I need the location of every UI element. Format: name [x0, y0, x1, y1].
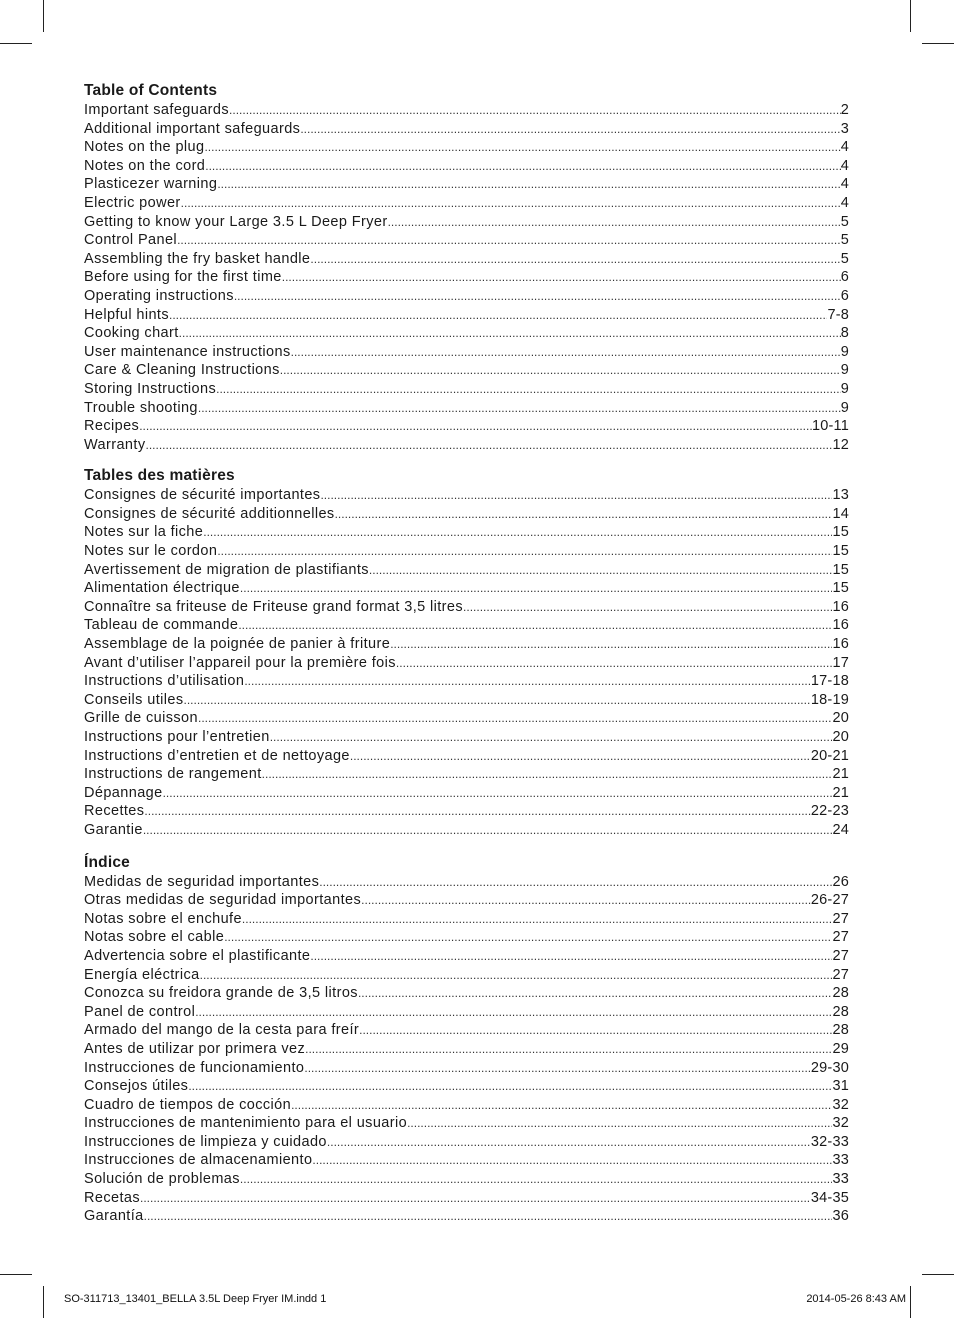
section-title: Tables des matières — [84, 467, 235, 485]
crop-mark-bottom-left-vertical — [43, 1286, 44, 1318]
entry-label: Conseils utiles — [84, 691, 184, 708]
toc-entry — [84, 1096, 849, 1115]
entry-page-number: 33 — [832, 1171, 849, 1188]
entry-page-number: 17 — [832, 654, 849, 671]
entry-page-number: 4 — [840, 176, 849, 193]
toc-entry — [84, 324, 849, 343]
toc-entry — [84, 579, 849, 598]
dot-leader — [203, 523, 832, 542]
toc-entry — [84, 635, 849, 654]
entry-label: Consejos útiles — [84, 1078, 189, 1095]
dot-leader — [144, 1207, 833, 1226]
entry-page-number: 13 — [832, 487, 849, 504]
entry-label: Assemblage de la poignée de panier à friture — [84, 636, 391, 653]
dot-leader — [177, 231, 841, 250]
entry-page-number: 4 — [840, 157, 849, 174]
dot-leader — [335, 505, 833, 524]
dot-leader — [262, 765, 833, 784]
entry-label: Tableau de commande — [84, 617, 239, 634]
entry-page-number: 31 — [832, 1078, 849, 1095]
entry-label: Antes de utilizar por primera vez — [84, 1040, 306, 1057]
entry-page-number: 8 — [840, 325, 849, 342]
dot-leader — [291, 1096, 832, 1115]
dot-leader — [198, 709, 832, 728]
toc-entry — [84, 873, 849, 892]
dot-leader — [350, 747, 811, 766]
entry-label: Grille de cuisson — [84, 710, 198, 727]
dot-leader — [145, 436, 832, 455]
entry-label: Warranty — [84, 436, 146, 453]
toc-entry — [84, 306, 849, 325]
toc-entry — [84, 984, 849, 1003]
entry-label: Medidas de seguridad importantes — [84, 873, 320, 890]
table-of-contents — [84, 81, 849, 1226]
toc-entry — [84, 598, 849, 617]
dot-leader — [282, 268, 841, 287]
toc-entry — [84, 1151, 849, 1170]
entry-label: Alimentation électrique — [84, 580, 240, 597]
entry-label: Notes sur le cordon — [84, 543, 218, 560]
dot-leader — [280, 361, 841, 380]
entry-label: Armado del mango de la cesta para freír — [84, 1022, 360, 1039]
toc-entry — [84, 765, 849, 784]
dot-leader — [407, 1114, 832, 1133]
entry-label: Panel de control — [84, 1003, 196, 1020]
crop-mark-bottom-right-vertical — [910, 1286, 911, 1318]
entry-page-number: 28 — [832, 1022, 849, 1039]
entry-label: Instrucciones de almacenamiento — [84, 1152, 313, 1169]
entry-page-number: 32-33 — [810, 1133, 849, 1150]
toc-entry — [84, 486, 849, 505]
entry-page-number: 32 — [832, 1115, 849, 1132]
entry-page-number: 24 — [832, 821, 849, 838]
entry-page-number: 5 — [840, 250, 849, 267]
entry-page-number: 26-27 — [810, 892, 849, 909]
toc-entry — [84, 1040, 849, 1059]
entry-label: Control Panel — [84, 232, 178, 249]
entry-label: Garantía — [84, 1208, 144, 1225]
entry-label: Trouble shooting — [84, 399, 198, 416]
entry-label: Before using for the first time — [84, 269, 282, 286]
toc-entry — [84, 821, 849, 840]
entry-page-number: 7-8 — [827, 306, 849, 323]
entry-label: Helpful hints — [84, 306, 169, 323]
entry-label: Consignes de sécurité additionnelles — [84, 505, 335, 522]
entry-page-number: 27 — [832, 910, 849, 927]
entry-label: Dépannage — [84, 784, 163, 801]
entry-page-number: 28 — [832, 985, 849, 1002]
entry-page-number: 9 — [840, 362, 849, 379]
dot-leader — [140, 1189, 811, 1208]
toc-entry — [84, 654, 849, 673]
toc-entry — [84, 436, 849, 455]
toc-entry — [84, 561, 849, 580]
entry-page-number: 5 — [840, 213, 849, 230]
entry-label: Notes on the cord — [84, 157, 206, 174]
entry-page-number: 18-19 — [810, 691, 849, 708]
entry-label: Instrucciones de funcionamiento — [84, 1059, 305, 1076]
entry-label: Notes sur la fiche — [84, 524, 204, 541]
entry-label: Operating instructions — [84, 287, 234, 304]
entry-label: Getting to know your Large 3.5 L Deep Fryer — [84, 213, 388, 230]
entry-page-number: 16 — [832, 617, 849, 634]
entry-page-number: 4 — [840, 139, 849, 156]
toc-entry — [84, 194, 849, 213]
crop-mark-top-right-vertical — [910, 0, 911, 32]
dot-leader — [144, 802, 810, 821]
entry-label: Avant d’utiliser l’appareil pour la première fois — [84, 654, 396, 671]
toc-entry — [84, 947, 849, 966]
entry-page-number: 21 — [832, 766, 849, 783]
entry-page-number: 12 — [832, 436, 849, 453]
toc-section — [84, 81, 849, 454]
toc-entry — [84, 1021, 849, 1040]
entry-page-number: 27 — [832, 929, 849, 946]
toc-entry — [84, 1189, 849, 1208]
entry-label: User maintenance instructions — [84, 343, 291, 360]
toc-entry — [84, 802, 849, 821]
dot-leader — [217, 542, 832, 561]
toc-entry — [84, 231, 849, 250]
entry-page-number: 16 — [832, 598, 849, 615]
toc-entry — [84, 672, 849, 691]
dot-leader — [304, 1059, 811, 1078]
dot-leader — [181, 194, 841, 213]
toc-entry — [84, 928, 849, 947]
toc-entry — [84, 1170, 849, 1189]
toc-entry — [84, 287, 849, 306]
entry-label: Avertissement de migration de plastifiants — [84, 561, 369, 578]
toc-entry — [84, 343, 849, 362]
dot-leader — [388, 213, 841, 232]
entry-label: Recipes — [84, 418, 140, 435]
dot-leader — [369, 561, 833, 580]
toc-entry — [84, 361, 849, 380]
toc-entry — [84, 966, 849, 985]
entry-page-number: 9 — [840, 380, 849, 397]
toc-entry — [84, 1133, 849, 1152]
dot-leader — [198, 399, 841, 418]
entry-label: Cuadro de tiempos de cocción — [84, 1096, 292, 1113]
entry-label: Storing Instructions — [84, 380, 217, 397]
toc-entry — [84, 268, 849, 287]
entry-label: Important safeguards — [84, 102, 230, 118]
dot-leader — [359, 1021, 832, 1040]
print-slug-timestamp: 2014-05-26 8:43 AM — [806, 1293, 906, 1305]
entry-page-number: 22-23 — [810, 803, 849, 820]
dot-leader — [305, 1040, 832, 1059]
entry-label: Advertencia sobre el plastificante — [84, 947, 311, 964]
entry-page-number: 36 — [832, 1208, 849, 1225]
entry-page-number: 26 — [832, 873, 849, 890]
crop-mark-top-left-vertical — [43, 0, 44, 32]
dot-leader — [291, 343, 841, 362]
dot-leader — [358, 984, 833, 1003]
entry-label: Connaître sa friteuse de Friteuse grand format 3,5 litres — [84, 598, 464, 615]
toc-entry — [84, 728, 849, 747]
entry-page-number: 2 — [840, 102, 849, 118]
toc-entry — [84, 1003, 849, 1022]
entry-page-number: 21 — [832, 784, 849, 801]
entry-page-number: 9 — [840, 399, 849, 416]
dot-leader — [312, 1151, 832, 1170]
entry-page-number: 27 — [832, 966, 849, 983]
toc-entry — [84, 616, 849, 635]
entry-page-number: 15 — [832, 561, 849, 578]
entry-page-number: 5 — [840, 232, 849, 249]
entry-label: Instrucciones de limpieza y cuidado — [84, 1133, 327, 1150]
entry-page-number: 17-18 — [810, 673, 849, 690]
entry-page-number: 32 — [832, 1096, 849, 1113]
dot-leader — [188, 1077, 832, 1096]
dot-leader — [169, 306, 827, 325]
dot-leader — [204, 138, 840, 157]
entry-page-number: 34-35 — [810, 1189, 849, 1206]
entry-label: Solución de problemas — [84, 1171, 240, 1188]
toc-entry — [84, 380, 849, 399]
toc-entry — [84, 1059, 849, 1078]
entry-page-number: 4 — [840, 194, 849, 211]
entry-page-number: 16 — [832, 636, 849, 653]
toc-entry — [84, 891, 849, 910]
dot-leader — [240, 579, 833, 598]
entry-label: Instrucciones de mantenimiento para el usuario — [84, 1115, 408, 1132]
dot-leader — [224, 928, 832, 947]
dot-leader — [195, 1003, 832, 1022]
toc-entry — [84, 175, 849, 194]
dot-leader — [390, 635, 832, 654]
dot-leader — [179, 324, 841, 343]
crop-mark-top-right-horizontal — [922, 43, 954, 44]
toc-entry — [84, 101, 849, 120]
entry-page-number: 20 — [832, 710, 849, 727]
dot-leader — [163, 784, 833, 803]
entry-label: Instructions d’entretien et de nettoyage — [84, 747, 350, 764]
toc-entry — [84, 691, 849, 710]
entry-page-number: 29 — [832, 1040, 849, 1057]
toc-entry — [84, 542, 849, 561]
entry-page-number: 20-21 — [810, 747, 849, 764]
entry-label: Instructions de rangement — [84, 766, 262, 783]
entry-page-number: 33 — [832, 1152, 849, 1169]
dot-leader — [270, 728, 833, 747]
toc-entry — [84, 1077, 849, 1096]
dot-leader — [361, 891, 811, 910]
dot-leader — [319, 873, 832, 892]
toc-entry — [84, 1114, 849, 1133]
dot-leader — [139, 417, 812, 436]
dot-leader — [396, 654, 833, 673]
entry-page-number: 10-11 — [811, 418, 849, 435]
entry-label: Instructions d’utilisation — [84, 673, 245, 690]
dot-leader — [234, 287, 841, 306]
entry-label: Notas sobre el enchufe — [84, 910, 242, 927]
dot-leader — [216, 380, 841, 399]
entry-label: Energía eléctrica — [84, 966, 200, 983]
toc-entry — [84, 157, 849, 176]
dot-leader — [205, 157, 840, 176]
toc-section — [84, 466, 849, 839]
entry-page-number: 27 — [832, 947, 849, 964]
toc-entry — [84, 523, 849, 542]
entry-label: Care & Cleaning Instructions — [84, 362, 280, 379]
print-slug-filename: SO-311713_13401_BELLA 3.5L Deep Fryer IM.indd 1 — [64, 1293, 327, 1305]
dot-leader — [242, 910, 833, 929]
toc-entry — [84, 1207, 849, 1226]
entry-page-number: 15 — [832, 543, 849, 560]
section-title: Índice — [84, 853, 130, 871]
entry-label: Notas sobre el cable — [84, 929, 225, 946]
dot-leader — [143, 821, 833, 840]
section-title: Table of Contents — [84, 82, 218, 99]
dot-leader — [310, 947, 832, 966]
dot-leader — [310, 250, 840, 269]
entry-label: Cooking chart — [84, 325, 179, 342]
entry-page-number: 28 — [832, 1003, 849, 1020]
entry-label: Notes on the plug — [84, 139, 205, 156]
entry-page-number: 15 — [832, 580, 849, 597]
entry-label: Assembling the fry basket handle — [84, 250, 311, 267]
toc-entry — [84, 399, 849, 418]
entry-page-number: 3 — [840, 120, 849, 137]
entry-label: Electric power — [84, 194, 181, 211]
entry-page-number: 20 — [832, 729, 849, 745]
toc-entry — [84, 784, 849, 803]
toc-entry — [84, 120, 849, 139]
dot-leader — [200, 966, 833, 985]
toc-entry — [84, 417, 849, 436]
dot-leader — [300, 120, 840, 139]
entry-page-number: 15 — [832, 524, 849, 541]
toc-entry — [84, 709, 849, 728]
dot-leader — [240, 1170, 833, 1189]
dot-leader — [327, 1133, 811, 1152]
entry-label: Recettes — [84, 803, 145, 820]
entry-page-number: 6 — [840, 287, 849, 304]
dot-leader — [238, 616, 832, 635]
entry-label: Recetas — [84, 1189, 140, 1206]
entry-label: Plasticezer warning — [84, 176, 218, 193]
toc-entry — [84, 747, 849, 766]
entry-label: Otras medidas de seguridad importantes — [84, 892, 362, 909]
entry-label: Consignes de sécurité importantes — [84, 487, 321, 504]
entry-label: Instructions pour l’entretien — [84, 729, 270, 745]
entry-label: Garantie — [84, 821, 143, 838]
dot-leader — [320, 486, 832, 505]
dot-leader — [217, 175, 840, 194]
dot-leader — [244, 672, 811, 691]
dot-leader — [184, 691, 811, 710]
toc-entry — [84, 910, 849, 929]
entry-page-number: 9 — [840, 343, 849, 360]
entry-label: Conozca su freidora grande de 3,5 litros — [84, 985, 358, 1002]
toc-entry — [84, 505, 849, 524]
toc-entry — [84, 138, 849, 157]
toc-entry — [84, 213, 849, 232]
crop-mark-bottom-right-horizontal — [922, 1274, 954, 1275]
entry-page-number: 29-30 — [810, 1059, 849, 1076]
toc-section — [84, 853, 849, 1226]
entry-page-number: 6 — [840, 269, 849, 286]
crop-mark-top-left-horizontal — [0, 43, 32, 44]
toc-entry — [84, 250, 849, 269]
crop-mark-bottom-left-horizontal — [0, 1274, 32, 1275]
dot-leader — [463, 598, 832, 617]
entry-page-number: 14 — [832, 505, 849, 522]
dot-leader — [229, 101, 841, 120]
entry-label: Additional important safeguards — [84, 120, 301, 137]
